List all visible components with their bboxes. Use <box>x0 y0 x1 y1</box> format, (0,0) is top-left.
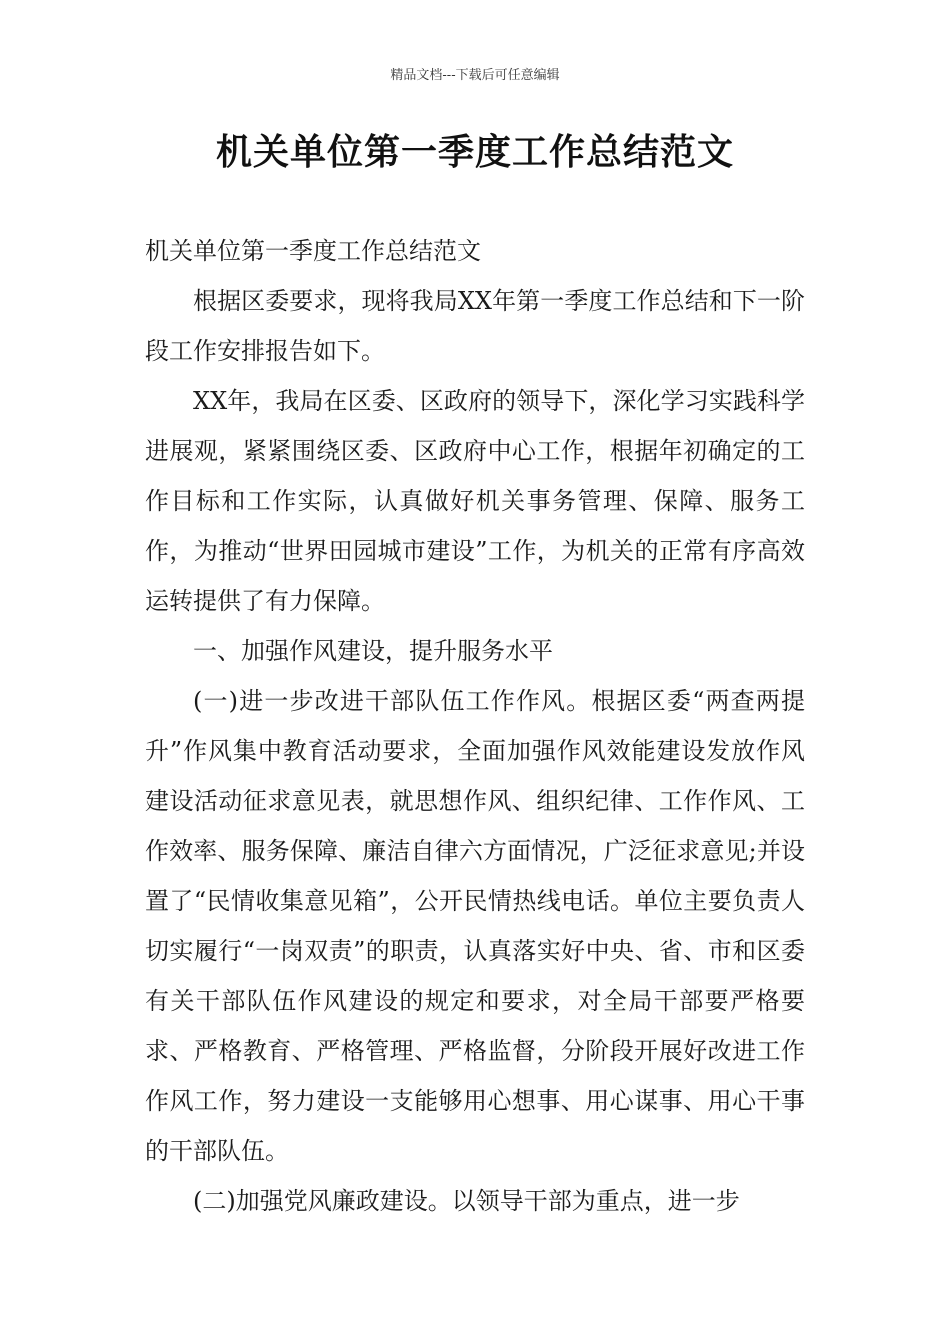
document-title: 机关单位第一季度工作总结范文 <box>215 132 734 173</box>
paragraph-item-2: (二)加强党风廉政建设。以领导干部为重点，进一步 <box>193 1187 740 1215</box>
body-subtitle: 机关单位第一季度工作总结范文 <box>145 237 481 265</box>
header-note: 精品文档---下载后可任意编辑 <box>390 68 560 83</box>
section-heading-1: 一、加强作风建设，提升服务水平 <box>193 637 553 665</box>
paragraph-overview: XX年，我局在区委、区政府的领导下，深化学习实践科学进展观，紧紧围绕区委、区政府中心工作，根据年初确定的工作目标和工作实际，认真做好机关事务管理、保障、服务工作，为推动“世界田园城市建设”工作，为机关的正常有序高效运转提供了有力保障。 <box>145 387 805 615</box>
paragraph-item-1: (一)进一步改进干部队伍工作作风。根据区委“两查两提升”作风集中教育活动要求，全面加强作风效能建设发放作风建设活动征求意见表，就思想作风、组织纪律、工作作风、工作效率、服务保障、廉洁自律六方面情况，广泛征求意见;并设置了“民情收集意见箱”，公开民情热线电话。单位主要负责人切实履行“一岗双责”的职责，认真落实好中央、省、市和区委有关干部队伍作风建设的规定和要求，对全局干部要严格要求、严格教育、严格管理、严格监督，分阶段开展好改进工作作风工作，努力建设一支能够用心想事、用心谋事、用心干事的干部队伍。 <box>145 687 805 1165</box>
paragraph-intro: 根据区委要求，现将我局XX年第一季度工作总结和下一阶段工作安排报告如下。 <box>145 287 805 365</box>
document-body <box>145 226 805 1226</box>
